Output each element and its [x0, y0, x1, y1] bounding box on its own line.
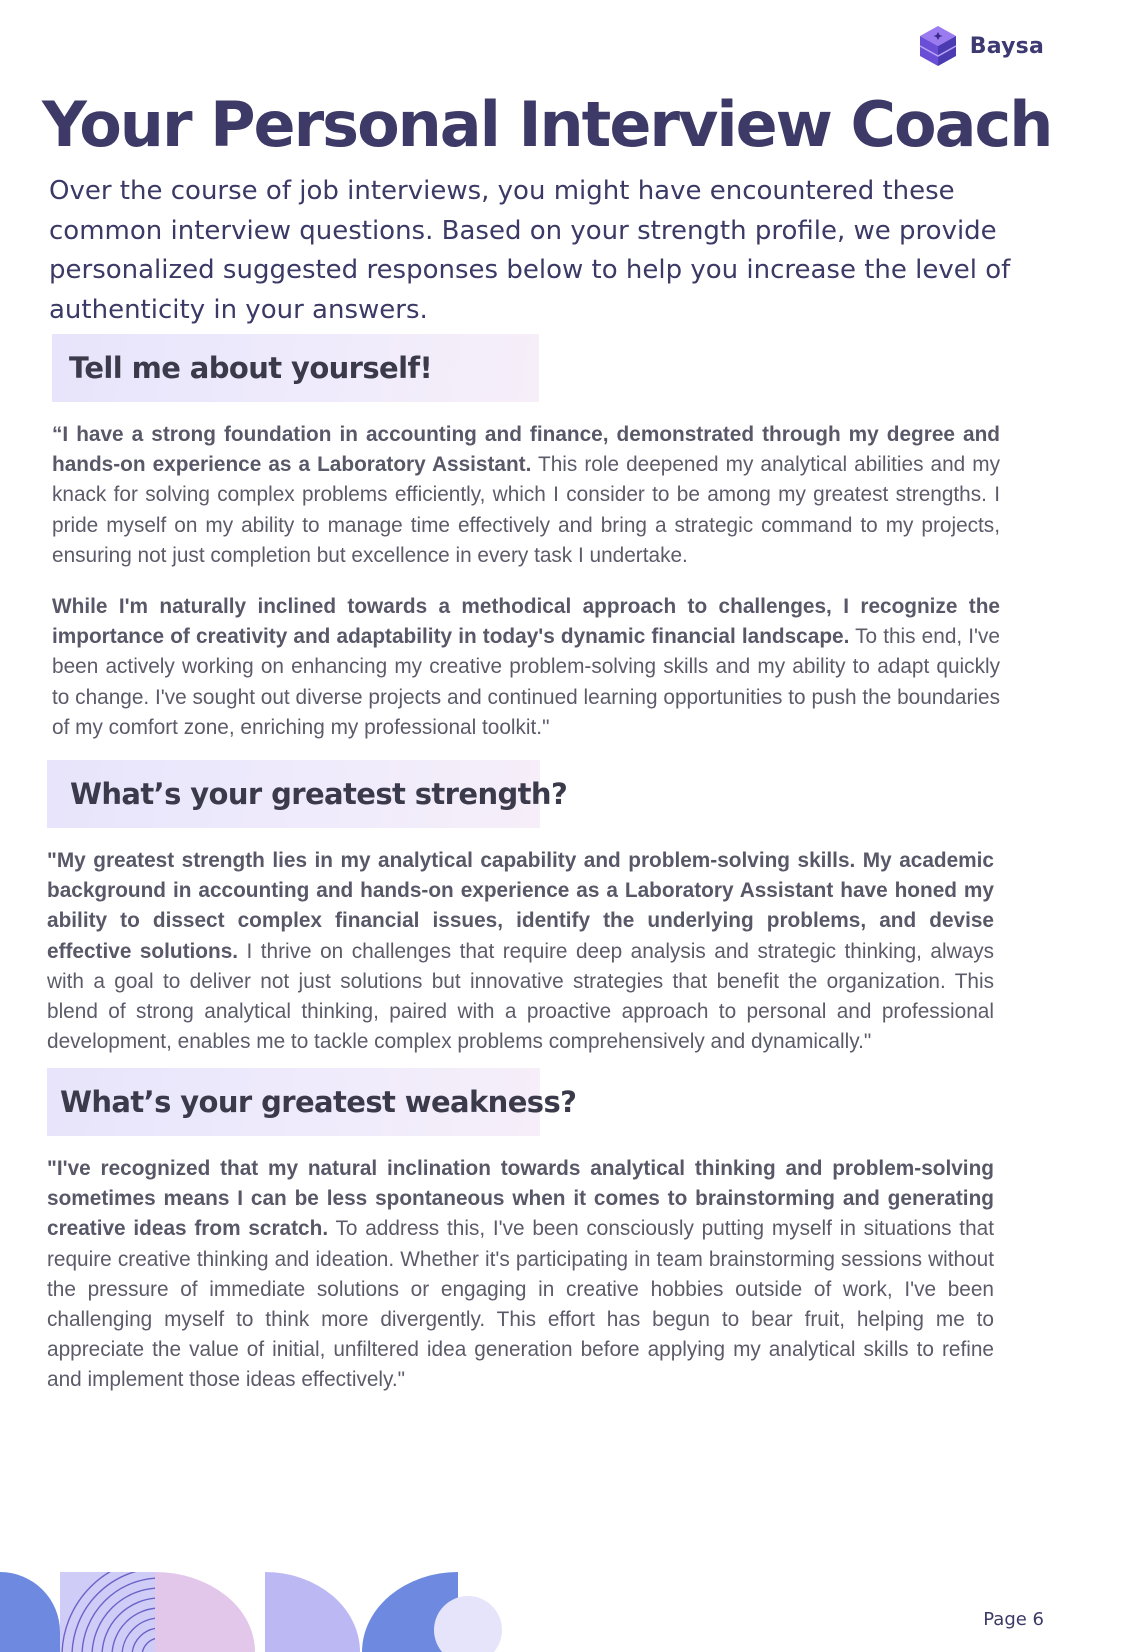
page-title: Your Personal Interview Coach	[42, 88, 1052, 161]
section-header-greatest-weakness	[47, 1068, 577, 1136]
section-heading: What’s your greatest strength?	[70, 777, 568, 811]
section-heading: Tell me about yourself!	[69, 351, 433, 385]
answer-highlight: “I have a strong foundation in accounting and finance, demonstrated through my degree and hands-on experience as a Laboratory Assistant.	[52, 423, 1000, 477]
answer-paragraph	[47, 1154, 994, 1396]
geometric-shapes-decoration	[0, 1572, 520, 1652]
decor-quarter-circle-pink	[155, 1572, 255, 1652]
decor-quarter-circle-periwinkle	[265, 1572, 360, 1652]
answer-text: This role deepened my analytical abilities and my knack for solving complex problems efficiently, which I consider to be among my greatest strengths. I pride myself on my ability to manage time effectively and bring a strategic command to my projects, ensuring not just completion but excellence in every task I undertake.	[52, 453, 1000, 567]
page-number: Page 6	[983, 1609, 1044, 1630]
answer-text: To this end, I've been actively working on enhancing my creative problem-solving skills and my ability to adapt quickly to change. I've sought out diverse projects and continued learning opportunities to push the boundaries of my comfort zone, enriching my professional toolkit."	[52, 625, 1000, 739]
intro-paragraph: Over the course of job interviews, you might have encountered these common interview questions. Based on your strength profile, we provide personalized suggested responses below to help you increase the level of authenticity in your answers.	[49, 176, 1011, 325]
answer-highlight: "I've recognized that my natural inclination towards analytical thinking and problem-solving sometimes means I can be less spontaneous when it comes to brainstorming and generating creative ideas from scratch.	[47, 1157, 994, 1241]
answer-paragraph	[52, 592, 1000, 743]
answer-text: To address this, I've been consciously putting myself in situations that require creative thinking and ideation. Whether it's participating in team brainstorming sessions without the pressure of immediate solutions or engaging in creative hobbies outside of work, I've been challenging myself to think more divergently. This effort has begun to bear fruit, helping me to appreciate the value of initial, unfiltered idea generation before applying my analytical skills to refine and implement those ideas effectively."	[47, 1217, 994, 1392]
brand	[914, 22, 1044, 70]
answer-paragraph	[52, 420, 1000, 571]
section-header-greatest-strength	[47, 760, 568, 828]
isometric-cube-icon	[914, 22, 962, 70]
decor-half-circle-blue	[0, 1572, 60, 1652]
section-heading: What’s your greatest weakness?	[60, 1085, 577, 1119]
answer-highlight: "My greatest strength lies in my analytical capability and problem-solving skills. My academic background in accounting and hands-on experience as a Laboratory Assistant have honed my ability to dissect complex financial issues, identify the underlying problems, and devise effective solutions.	[47, 849, 994, 963]
answer-text: I thrive on challenges that require deep analysis and strategic thinking, always with a goal to deliver not just solutions but innovative strategies that benefit the organization. This blend of strong analytical thinking, paired with a proactive approach to personal and professional development, enables me to tackle complex problems comprehensively and dynamically."	[47, 939, 994, 1054]
section-header-tell-me-about-yourself	[52, 334, 539, 402]
answer-highlight: While I'm naturally inclined towards a methodical approach to challenges, I recognize the importance of creativity and adaptability in today's dynamic financial landscape.	[52, 595, 1000, 649]
brand-name: Baysa	[969, 33, 1044, 59]
answer-paragraph	[47, 846, 994, 1057]
